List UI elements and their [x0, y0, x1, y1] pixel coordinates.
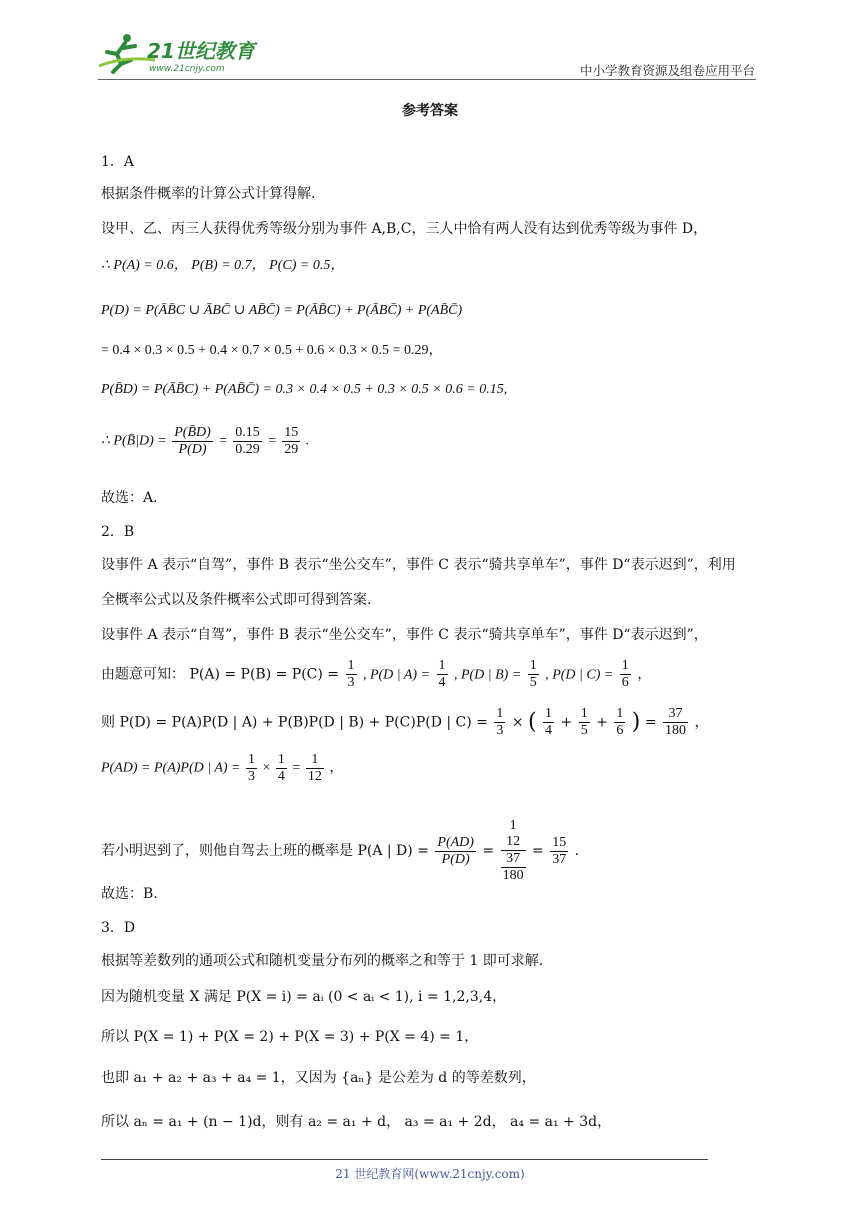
q2-l6-f3-den: 12 [307, 769, 322, 784]
q1-line-5: = 0.4 × 0.3 × 0.5 + 0.4 × 0.7 × 0.5 + 0.6 × 0.3 × 0.5 = 0.29， [101, 343, 443, 358]
q1-eq2: = [267, 433, 277, 449]
q2-l5-f5-num: 37 [663, 706, 688, 723]
page-title: 参考答案 [402, 103, 458, 119]
q2-l7-eq2: = [532, 843, 544, 859]
q2-l6-f1-num: 1 [248, 752, 255, 767]
q2-f3-den: 5 [529, 675, 537, 690]
q2-l7-c4: 180 [502, 868, 524, 883]
q2-l5-eq: = [644, 714, 657, 731]
q2-l6-a: P(AD) = P(A)P(D | A) = [101, 760, 241, 776]
q2-l7-c1: 1 [509, 818, 517, 833]
q1-frac3-den: 29 [284, 442, 299, 457]
q2-l7-period: . [574, 843, 580, 859]
q1-line-4: P(D) = P(ĀB̄C ∪ ĀBC̄ ∪ AB̄C̄) = P(ĀB̄C) + P(ĀBC̄) + P(AB̄C̄) [101, 303, 463, 318]
logo [95, 30, 265, 80]
q1-frac2-num: 0.15 [235, 425, 260, 440]
q2-l6-f1-den: 3 [248, 769, 255, 784]
q2-l5-plus1: + [560, 714, 573, 731]
q1-answer: 1．A [101, 154, 135, 170]
q2-l5-rparen: ) [631, 709, 641, 735]
q2-l6-comma: ， [329, 760, 344, 776]
q2-l6-f2-num: 1 [277, 752, 285, 767]
q2-l5-f3-num: 1 [580, 706, 588, 721]
q2-l5-lparen: ( [528, 709, 537, 735]
q2-l7-c3: 37 [501, 851, 526, 868]
q1-frac1-num: P(B̄D) [174, 425, 211, 440]
q2-l6-eq: = [292, 760, 301, 776]
logo-text: 21世纪教育 [147, 39, 255, 63]
q3-line-2: 因为随机变量 X 满足 P(X = i) = aᵢ (0 < aᵢ < 1), i = 1,2,3,4， [101, 989, 507, 1005]
q1-line-3: ∴ P(A) = 0.6， P(B) = 0.7， P(C) = 0.5， [101, 258, 345, 273]
q2-l7-a: 若小明迟到了，则他自驾去上班的概率是 P(A | D) = [101, 843, 429, 859]
footer-divider [101, 1159, 708, 1160]
q2-l5-f2-num: 1 [545, 706, 553, 721]
q1-line-7 [101, 425, 309, 458]
q2-f2-den: 4 [438, 675, 446, 690]
q1-frac1-den: P(D) [178, 442, 207, 457]
q1-frac3-num: 15 [284, 425, 299, 440]
q2-l5-f2-den: 4 [545, 723, 553, 738]
q2-l5-f1-num: 1 [496, 706, 504, 721]
q2-l5-times: × [511, 714, 524, 731]
q2-f2-num: 1 [438, 658, 446, 673]
q2-f1-num: 1 [347, 658, 355, 673]
runner-logo-icon [95, 30, 265, 80]
q2-l4-d: , P(D | C) = [545, 667, 614, 683]
q2-line-5 [101, 706, 708, 739]
footer-text: 21 世纪教育网(www.21cnjy.com) [335, 1167, 525, 1181]
q2-l5-f1-den: 3 [496, 723, 504, 738]
q2-l7-f1-den: P(D) [441, 851, 470, 867]
header-divider [98, 79, 756, 80]
q1-period: . [305, 433, 310, 449]
q2-l5-f5-den: 180 [665, 723, 687, 738]
q2-line-6 [101, 752, 343, 785]
logo-url: www.21cnjy.com [149, 64, 225, 74]
q1-frac2-den: 0.29 [235, 442, 260, 457]
q2-l6-f3-num: 1 [306, 752, 324, 769]
q1-line-8: 故选：A. [101, 490, 158, 506]
q2-line-1: 设事件 A 表示“自驾”，事件 B 表示“坐公交车”，事件 C 表示“骑共享单车”，事件 D“表示迟到”，利用 [101, 557, 736, 573]
q2-answer: 2．B [101, 524, 135, 540]
q2-l6-f2-den: 4 [277, 769, 285, 784]
q2-l7-f3-den: 37 [552, 851, 567, 867]
q2-f1-den: 3 [347, 675, 355, 690]
q3-line-4: 也即 a₁ + a₂ + a₃ + a₄ = 1，又因为 {aₙ} 是公差为 d 的等差数列， [101, 1070, 536, 1086]
q2-l4-c: , P(D | B) = [453, 667, 522, 683]
q2-l7-eq1: = [482, 843, 495, 859]
q2-l7-f1-num: P(AD) [437, 834, 474, 850]
q1-eq1: = [218, 433, 228, 449]
q2-line-2: 全概率公式以及条件概率公式即可得到答案. [101, 592, 372, 608]
q2-l6-times: × [262, 760, 271, 776]
q2-l4-a: 由题意可知： P(A) = P(B) = P(C) = [101, 666, 340, 683]
q2-line-8: 故选：B. [101, 886, 158, 902]
q2-l7-f3-num: 15 [552, 834, 567, 850]
q2-line-3: 设事件 A 表示“自驾”，事件 B 表示“坐公交车”，事件 C 表示“骑共享单车”，事件 D“表示迟到”， [101, 627, 708, 643]
q2-l5-a: 则 P(D) = P(A)P(D | A) + P(B)P(D | B) + P(C)P(D | C) = [101, 714, 488, 731]
q1-line-2: 设甲、乙、丙三人获得优秀等级分别为事件 A,B,C，三人中恰有两人没有达到优秀等级为事件 D， [101, 221, 708, 237]
q2-l4-e: ， [637, 666, 652, 683]
q1-l7-lhs: ∴ P(B̄|D) = [101, 433, 167, 449]
q2-line-7 [101, 818, 579, 884]
header-platform-text: 中小学教育资源及组卷应用平台 [579, 63, 755, 78]
q3-line-3: 所以 P(X = 1) + P(X = 2) + P(X = 3) + P(X = 4) = 1， [101, 1029, 479, 1045]
q2-l5-comma: ， [694, 714, 709, 731]
q2-l7-c2: 12 [501, 834, 526, 851]
q2-f4-den: 6 [621, 675, 629, 690]
q1-line-1: 根据条件概率的计算公式计算得解. [101, 186, 316, 202]
q2-f3-num: 1 [529, 658, 537, 673]
q2-f4-num: 1 [621, 658, 629, 673]
q2-l4-b: , P(D | A) = [362, 667, 431, 683]
q2-l5-f3-den: 5 [580, 723, 588, 738]
q2-line-4 [101, 658, 651, 691]
q3-answer: 3．D [101, 920, 136, 936]
q3-line-1: 根据等差数列的通项公式和随机变量分布列的概率之和等于 1 即可求解. [101, 953, 544, 969]
q1-line-6: P(B̄D) = P(ĀB̄C) + P(AB̄C̄) = 0.3 × 0.4 × 0.5 + 0.3 × 0.5 × 0.6 = 0.15, [101, 382, 508, 397]
q2-l5-f4-num: 1 [616, 706, 624, 721]
q2-l5-f4-den: 6 [616, 723, 624, 738]
q3-line-5: 所以 aₙ = a₁ + (n − 1)d，则有 a₂ = a₁ + d， a₃ = a₁ + 2d， a₄ = a₁ + 3d， [101, 1114, 612, 1130]
q2-l5-plus2: + [596, 714, 608, 731]
